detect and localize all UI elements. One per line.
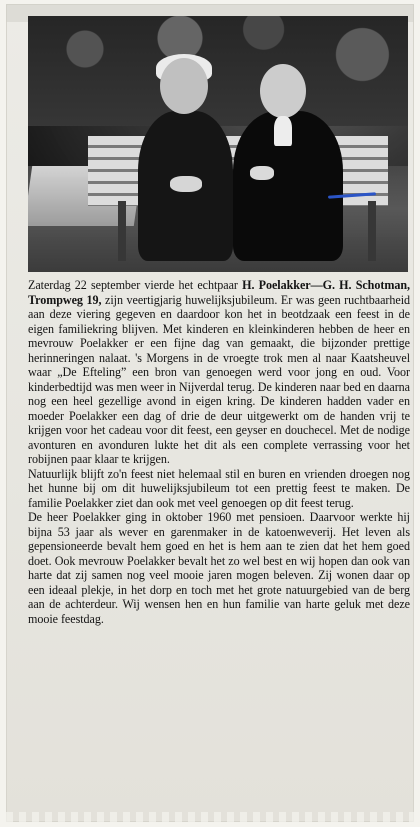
article-paragraph-1 [28, 278, 410, 467]
man-hand [250, 166, 274, 180]
newspaper-clipping [6, 4, 414, 822]
article-intro-text: Zaterdag 22 september vierde het echtpaar [28, 278, 243, 292]
article-paragraph-2: Natuurlijk blijft zo'n feest niet helemaal stil en buren en vrienden droegen nog het hunne bij om dit huwelijksjubileum tot een prettig feest te maken. De familie Poelakker ziet dan ook met veel genoegen op dit feest terug. [28, 466, 410, 510]
woman-face [160, 58, 208, 114]
woman-hands [170, 176, 202, 192]
article-paragraph-1-text: zijn veertigjarig huwelijksjubileum. Er was geen ruchtbaarheid aan deze viering gegeven en daardoor kon het in beotdzaak een feest in de eigen familiekring blijven. Met kinderen en kleinkinderen hebben de heer en mevrouw Poelakker er een fijne dag van gemaakt, die bijzonder prettige herinneringen nalaat. 's Morgens in de vroegte trok men al naar Kaatsheuvel waar „De Efteling” een bron van genoegen werd voor jong en oud. Voor kinderbedtijd was men weer in Nijverdal terug. De kinderen naar bed en daarna nog een heel gezellige avond in eigen kring. De kinderen hadden vader en moeder Poelakker een dag of drie de deur uitgewerkt om de handen vrij te krijgen voor het cadeau voor dit feest, een geyser en douchecel. Met de nodige avonturen en avonduren lukte het dit als een complete verrassing voor het robijnen paar klaar te krijgen. [28, 292, 411, 466]
man-face [260, 64, 306, 118]
couple-photo [28, 16, 408, 272]
bench-leg [118, 201, 126, 261]
man-shirt [274, 116, 292, 146]
article-body [28, 278, 410, 626]
address: Trompweg 19, [28, 292, 102, 307]
background-trees [28, 16, 408, 126]
couple-names: H. Poelakker—G. H. Schotman, [242, 278, 411, 292]
article-paragraph-3: De heer Poelakker ging in oktober 1960 met pensioen. Daarvoor werkte hij bijna 53 jaar als wever en garenmaker in de katoenweverij. Het leven als gepensioneerde bevalt hem goed en het is hem aan te zien dat het hem goed doet. Ook mevrouw Poelakker bevalt het zo wel best en wij hopen dan ook van harte dat zij samen nog veel mooie jaren mogen beleven. Zij wonen daar op een ideaal plekje, in het dorp en toch met het grote natuurgebied van de berg aan de achterdeur. Wij wensen hen en hun familie van harte geluk met deze mooie feestdag. [28, 510, 410, 626]
bench-leg [368, 201, 376, 261]
torn-edge-bottom [6, 812, 414, 822]
